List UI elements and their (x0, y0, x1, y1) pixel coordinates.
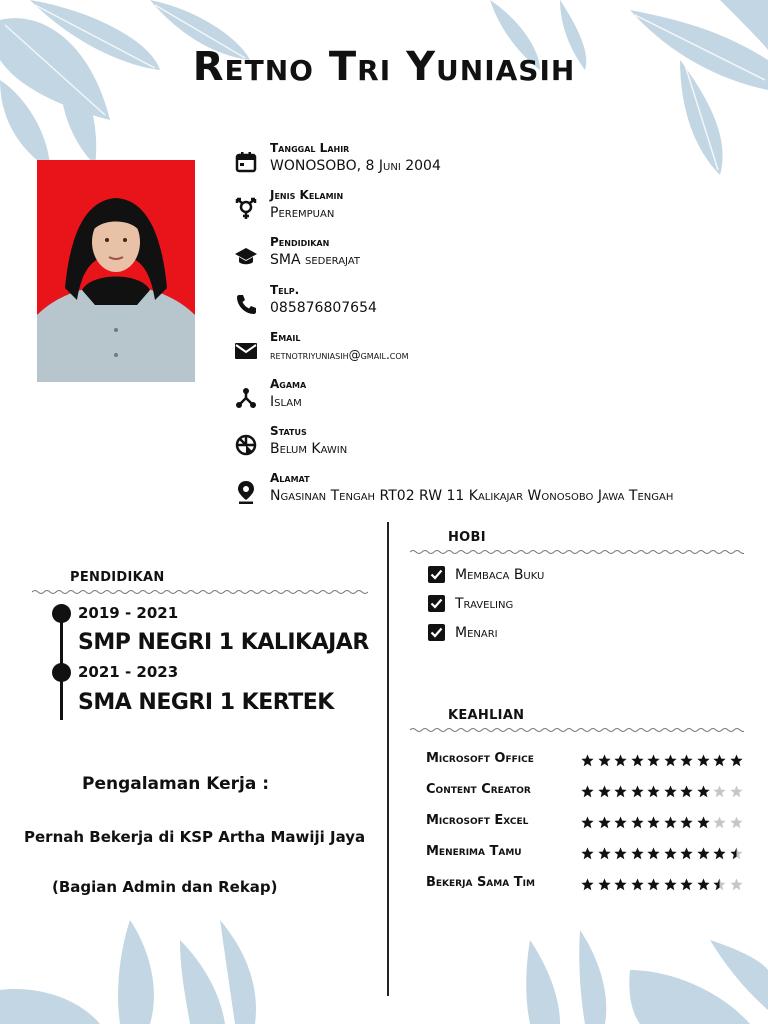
info-label: Alamat (270, 471, 310, 486)
skill-name: Microsoft Office (426, 750, 534, 766)
star-icon (680, 752, 693, 765)
education-school: SMA NEGRI 1 KERTEK (78, 690, 334, 715)
info-value: Ngasinan Tengah RT02 RW 11 Kalikajar Wonosobo Jawa Tengah (270, 488, 674, 505)
star-icon (664, 814, 677, 827)
star-icon (631, 814, 644, 827)
star-icon (713, 783, 726, 796)
star-icon (680, 876, 693, 889)
religion-icon (232, 384, 260, 412)
star-icon (730, 845, 743, 858)
star-icon (680, 845, 693, 858)
location-pin-icon (232, 478, 260, 506)
star-icon (598, 845, 611, 858)
star-icon (730, 752, 743, 765)
status-icon (232, 431, 260, 459)
star-icon (631, 752, 644, 765)
education-school: SMP NEGRI 1 KALIKAJAR (78, 630, 369, 655)
hobby-label: Menari (455, 624, 498, 641)
info-value: retnotriyuniasih@gmail.com (270, 347, 409, 362)
wavy-divider (410, 549, 744, 555)
info-row-gender (232, 187, 752, 234)
info-row-phone (232, 282, 752, 329)
experience-heading: Pengalaman Kerja : (82, 774, 270, 794)
wavy-divider (32, 589, 368, 595)
personal-info-list (232, 140, 752, 518)
skill-rating-stars (581, 783, 746, 796)
star-icon (697, 845, 710, 858)
skill-rating-stars (581, 845, 746, 858)
star-icon (647, 876, 660, 889)
skill-rating-stars (581, 876, 746, 889)
skill-name: Menerima Tamu (426, 843, 522, 859)
star-icon (680, 814, 693, 827)
skill-rating-stars (581, 752, 746, 765)
skill-row (426, 779, 746, 799)
star-icon (598, 783, 611, 796)
info-row-education (232, 234, 752, 281)
star-icon (713, 814, 726, 827)
timeline-dot (52, 604, 71, 623)
info-label: Telp. (270, 282, 300, 297)
star-icon (631, 783, 644, 796)
star-icon (614, 752, 627, 765)
star-icon (647, 845, 660, 858)
calendar-icon (232, 148, 260, 176)
leaf-decoration-bottom-right (490, 900, 768, 1024)
star-icon (614, 814, 627, 827)
star-icon (697, 814, 710, 827)
phone-icon (232, 290, 260, 318)
email-icon (232, 337, 260, 365)
info-row-email (232, 329, 752, 376)
star-icon (631, 876, 644, 889)
gender-icon (232, 195, 260, 223)
star-icon (614, 845, 627, 858)
star-icon (730, 814, 743, 827)
education-years: 2021 - 2023 (78, 663, 179, 681)
star-icon (664, 845, 677, 858)
info-row-status (232, 423, 752, 470)
star-icon (581, 876, 594, 889)
skill-rating-stars (581, 814, 746, 827)
star-icon (697, 783, 710, 796)
star-icon (664, 783, 677, 796)
skill-name: Content Creator (426, 781, 531, 797)
leaf-decoration-bottom-left (0, 900, 280, 1024)
info-row-religion (232, 376, 752, 423)
star-icon (614, 783, 627, 796)
info-label: Pendidikan (270, 235, 330, 250)
info-label: Agama (270, 376, 307, 391)
star-icon (614, 876, 627, 889)
info-row-birth (232, 140, 752, 187)
profile-photo (37, 160, 195, 382)
skill-row (426, 810, 746, 830)
star-icon (647, 814, 660, 827)
skill-name: Microsoft Excel (426, 812, 529, 828)
info-value: SMA sederajat (270, 252, 361, 269)
info-label: Jenis Kelamin (270, 188, 344, 203)
star-icon (581, 814, 594, 827)
star-icon (598, 752, 611, 765)
hobbies-heading: HOBI (448, 530, 486, 545)
info-value: 085876807654 (270, 299, 377, 316)
checkbox-checked-icon (428, 566, 445, 583)
info-value: Belum Kawin (270, 441, 348, 458)
skill-row (426, 841, 746, 861)
timeline-dot (52, 663, 71, 682)
star-icon (598, 814, 611, 827)
education-years: 2019 - 2021 (78, 604, 179, 622)
star-icon (581, 752, 594, 765)
info-value: WONOSOBO, 8 Juni 2004 (270, 158, 441, 174)
info-value: Islam (270, 393, 302, 410)
star-icon (664, 876, 677, 889)
star-icon (713, 845, 726, 858)
skills-heading: KEAHLIAN (448, 708, 525, 723)
experience-role: (Bagian Admin dan Rekap) (52, 878, 278, 896)
column-divider (387, 522, 389, 996)
checkbox-checked-icon (428, 595, 445, 612)
hobby-item (428, 566, 544, 583)
star-icon (664, 752, 677, 765)
star-icon (647, 783, 660, 796)
checkbox-checked-icon (428, 624, 445, 641)
star-icon (647, 752, 660, 765)
star-icon (598, 876, 611, 889)
resume-name-title: Retno Tri Yuniasih (192, 44, 576, 90)
star-icon (713, 752, 726, 765)
info-label: Status (270, 424, 307, 439)
hobby-item (428, 595, 513, 612)
info-row-address (232, 470, 752, 517)
star-icon (697, 876, 710, 889)
hobby-label: Membaca Buku (455, 566, 545, 583)
skill-row (426, 872, 746, 892)
graduation-cap-icon (232, 242, 260, 270)
skill-name: Bekerja Sama Tim (426, 874, 535, 890)
hobby-item (428, 624, 498, 641)
skill-row (426, 748, 746, 768)
star-icon (581, 845, 594, 858)
wavy-divider (410, 727, 744, 733)
info-label: Email (270, 329, 301, 344)
star-icon (581, 783, 594, 796)
star-icon (697, 752, 710, 765)
star-icon (680, 783, 693, 796)
star-icon (730, 876, 743, 889)
info-value: Perempuan (270, 205, 335, 222)
star-icon (713, 876, 726, 889)
experience-description: Pernah Bekerja di KSP Artha Mawiji Jaya (24, 828, 366, 846)
star-icon (730, 783, 743, 796)
hobby-label: Traveling (455, 595, 514, 612)
info-label: Tanggal Lahir (270, 141, 350, 155)
star-icon (631, 845, 644, 858)
education-heading: PENDIDIKAN (70, 570, 165, 585)
